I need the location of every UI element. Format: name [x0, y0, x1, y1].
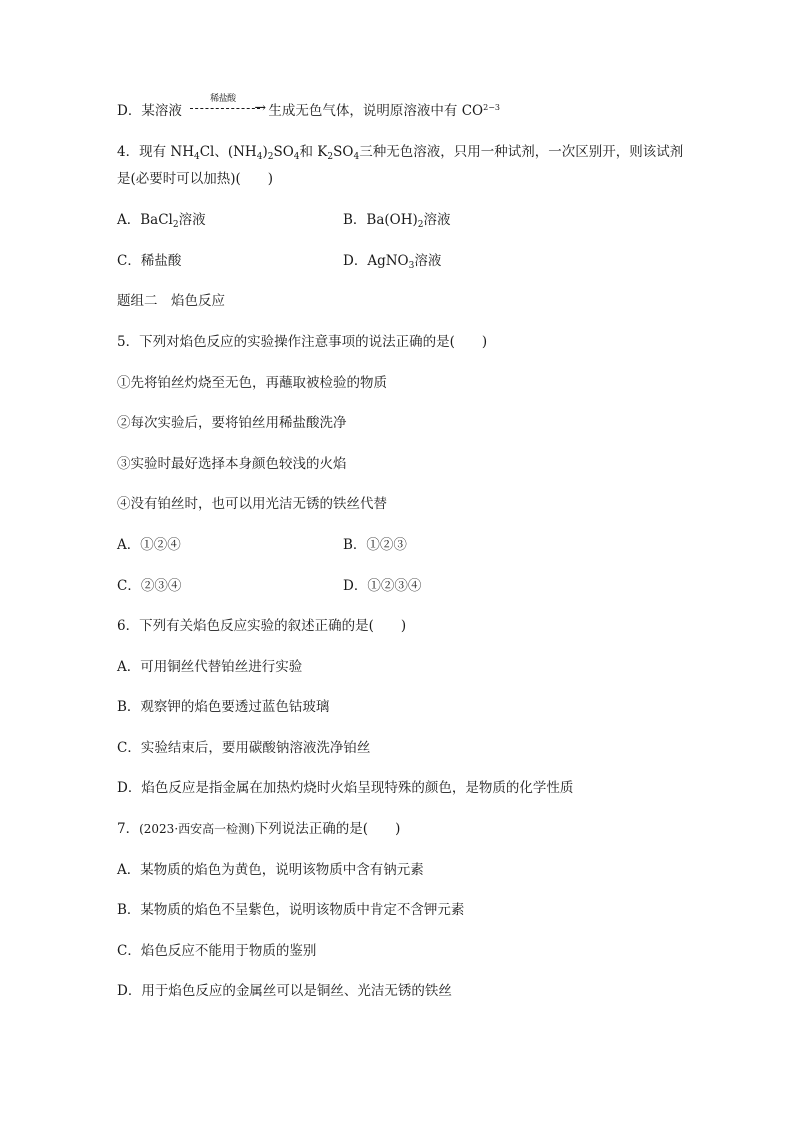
q5-stem: 5．下列对焰色反应的实验操作注意事项的说法正确的是( ) — [117, 334, 488, 350]
q5-option-b: B．①②③ — [343, 537, 407, 553]
q6-option-a: A．可用铜丝代替铂丝进行实验 — [117, 659, 303, 675]
reaction-arrow — [186, 94, 267, 118]
q7-source: (2023·西安高一检测) — [139, 822, 255, 836]
q6-option-d: D．焰色反应是指金属在加热灼烧时火焰呈现特殊的颜色，是物质的化学性质 — [117, 780, 574, 796]
q5-statement-3: ③实验时最好选择本身颜色较浅的火焰 — [117, 456, 347, 472]
q6-stem: 6．下列有关焰色反应实验的叙述正确的是( ) — [117, 618, 407, 634]
q7-option-c: C．焰色反应不能用于物质的鉴别 — [117, 943, 317, 959]
arrow-reagent-label: 稀盐酸 — [210, 94, 236, 104]
q4-stem-line1: 4．现有 $NH_4Cl$、$(NH_4)_2SO_4$和 $K_2SO_4$三种无色溶液，只用一种试剂，一次区别开，则该试剂 — [117, 144, 684, 162]
q3-option-d: D．某溶液 稀盐酸 → 生成无色气体，说明原溶液中有 $CO^{2-3}$ — [117, 98, 500, 121]
q5-statement-2: ②每次实验后，要将铂丝用稀盐酸洗净 — [117, 415, 347, 431]
q7-option-a: A．某物质的焰色为黄色，说明该物质中含有钠元素 — [117, 862, 424, 878]
dashed-arrow-line — [190, 108, 260, 109]
q5-statement-1: ①先将铂丝灼烧至无色，再蘸取被检验的物质 — [117, 375, 387, 391]
q5-option-c: C．②③④ — [117, 578, 182, 594]
q7-option-d: D．用于焰色反应的金属丝可以是铜丝、光洁无锈的铁丝 — [117, 983, 452, 999]
q6-option-c: C．实验结束后，要用碳酸钠溶液洗净铂丝 — [117, 740, 371, 756]
q5-statement-4: ④没有铂丝时，也可以用光洁无锈的铁丝代替 — [117, 496, 387, 512]
q5-option-a: A．①②④ — [117, 537, 181, 553]
q5-option-d: D．①②③④ — [343, 578, 422, 594]
q7-stem: 7．(2023·西安高一检测)下列说法正确的是( ) — [117, 821, 401, 837]
q6-option-b: B．观察钾的焰色要透过蓝色钴玻璃 — [117, 699, 330, 715]
q4-option-c: C．稀盐酸 — [117, 253, 182, 269]
q4-option-b: B．$Ba(OH)_2$溶液 — [343, 212, 451, 230]
section-heading: 题组二 焰色反应 — [117, 293, 225, 309]
arrow-head-icon: → — [254, 100, 267, 116]
q4-option-d: D．AgNO$_3$溶液 — [343, 253, 442, 271]
q4-stem-line2: 是(必要时可以加热)( ) — [117, 171, 274, 187]
q4-option-a: A．BaCl$_2$溶液 — [117, 212, 206, 230]
q7-option-b: B．某物质的焰色不呈紫色，说明该物质中肯定不含钾元素 — [117, 902, 465, 918]
